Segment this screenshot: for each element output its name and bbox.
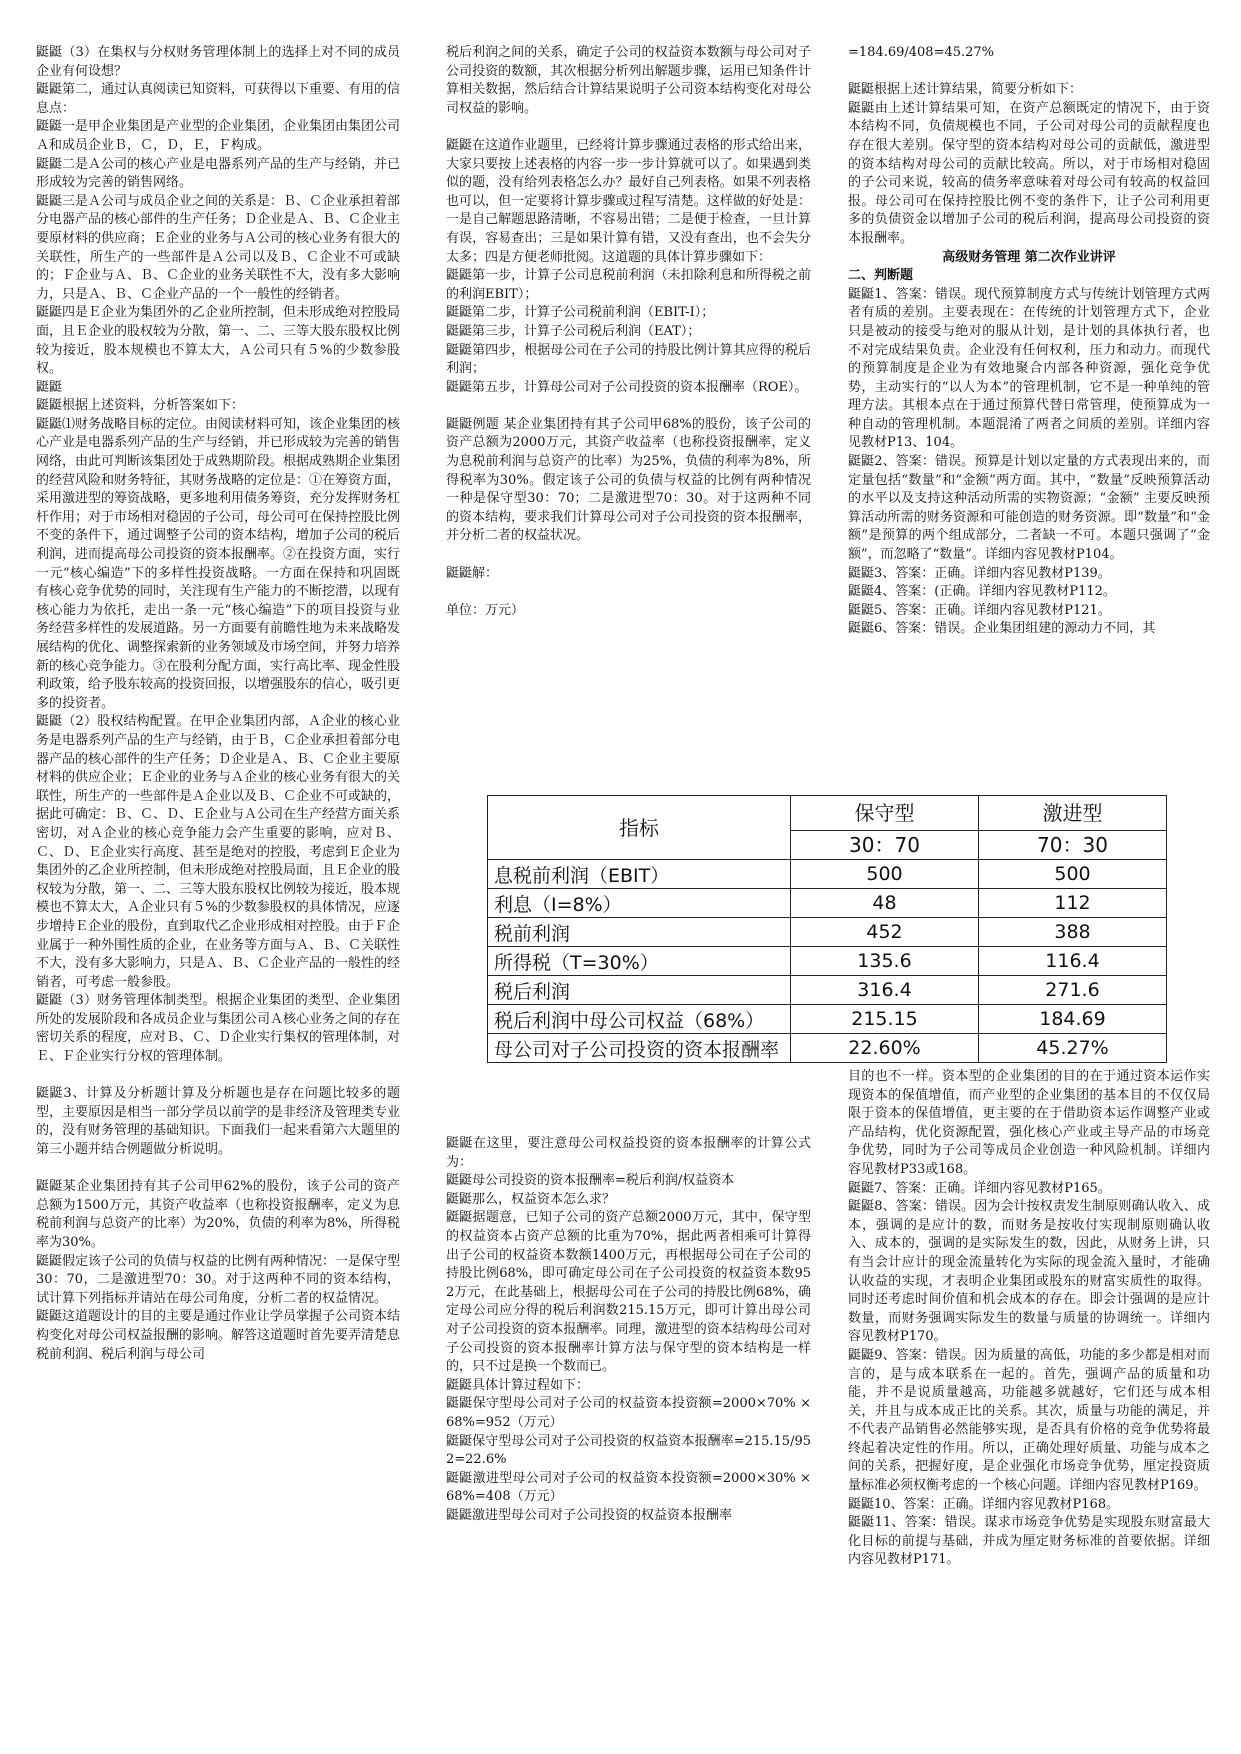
paragraph: 鼮鼮10、答案：正确。详细内容见教材P168。 — [848, 1496, 1120, 1512]
conservative-ratio: 30：70 — [791, 831, 979, 860]
table-row — [488, 947, 1167, 976]
row-label: 母公司对子公司投资的资本报酬率 — [488, 1034, 791, 1063]
paragraph: 鼮鼮三是Ａ公司与成员企业之间的关系是：Ｂ、Ｃ企业承担着部分电器产品的核心部件的生产任务；Ｄ企业是Ａ、Ｂ、Ｃ企业主要原材料的供应商；Ｅ企业的业务与Ａ公司的核心业务有很大的关联性，所生产的一些部件是Ａ公司以及Ｂ、Ｃ企业不可或缺的；Ｆ企业与Ａ、Ｂ、Ｃ企业的业务关联性不大，没有多大影响力，只是Ａ、Ｂ、Ｃ企业产品的一个一般性的经销者。 — [36, 193, 401, 302]
paragraph: 鼮鼮7、答案：正确。详细内容见教材P165。 — [848, 1180, 1111, 1196]
aggressive-value: 45.27% — [979, 1034, 1167, 1063]
paragraph: 鼮鼮1、答案：错误。现代预算制度方式与传统计划管理方式两者有质的差别。主要表现在：在传统的计划管理方式下，企业只是被动的接受与绝对的服从计划，是计划的具体执行者，也不对完成结果负责。企业没有任何权利，压力和动力。而现代的预算制度是企业为有效地聚合内部各种资源，强化竞争优势，主动实行的“以人为本”的管理机制，它不是一种单纯的管理方法。其根本点在于通过预算代替日常管理，使预算成为一种自动的管理机制。本题混淆了两者之间质的差别。详细内容见教材P13、104。 — [848, 286, 1210, 451]
paragraph: 鼮鼮第一步，计算子公司息税前利润（未扣除利息和所得税之前的利润EBIT）； — [446, 268, 811, 302]
aggressive-value: 500 — [979, 860, 1167, 889]
aggressive-header: 激进型 — [979, 796, 1167, 831]
results-table — [487, 795, 1167, 1063]
paragraph: 鼮鼮据题意，已知子公司的资产总额2000万元，其中，保守型的权益资本占资产总额的比重为70%，据此两者相乘可计算得出子公司的权益资本数额1400万元，再根据母公司在子公司的持股比例68%，即可确定母公司在子公司投资的权益资本数952万元，在此基础上，根据母公司在子公司的持股比例68%，确定母公司应分得的税后利润数215.15万元，即可计算出母公司对子公司投资的资本报酬率。同理，激进型的资本结构母公司对子公司投资的资本报酬率计算方法与保守型的资本结构是一样的，只不过是换一个数而已。 — [446, 1210, 811, 1375]
conservative-value: 48 — [791, 889, 979, 918]
section-heading: 二、判断题 — [848, 268, 914, 284]
paragraph: 鼮鼮保守型母公司对子公司的权益资本投资额=2000×70% ×68%=952（万元） — [446, 1396, 811, 1430]
table-row — [488, 889, 1167, 918]
paragraph: 鼮鼮⑴财务战略目标的定位。由阅读材料可知，该企业集团的核心产业是电器系列产品的生产与经销，并已形成较为完善的销售网络，由此可判断该集团处于成熟期阶段。根据成熟期企业集团的经营风险和财务特征，其财务战略的定位是：①在筹资方面，采用激进型的筹资战略，更多地利用债务筹资，充分发挥财务杠杆作用；对于市场相对稳固的子公司，母公司可在保持控股比例不变的条件下，通过调整子公司的资本结构，增加子公司的税后利润，进而提高母公司投资的资本报酬率。②在投资方面，实行一元“核心编造”下的多样性投资战略。一方面在保持和巩固既有核心竞争优势的同时，关注现有生产能力的不断挖潜，以现有核心能力为依托，走出一条一元“核心编造”下的项目投资与业务经营多样性的发展道路。另一方面要有前瞻性地为未来战略发展结构的优化、调整探索新的业务领域及市场空间，并努力培养新的核心竞争能力。③在股利分配方面，实行高比率、现金性股利政策，给予股东较高的投资回报，以增强股东的信心，吸引更多的投资者。 — [36, 416, 401, 711]
conservative-header: 保守型 — [791, 796, 979, 831]
paragraph: 鼮鼮激进型母公司对子公司的权益资本投资额=2000×30% ×68%=408（万元） — [446, 1470, 811, 1505]
paragraph: 鼮鼮在这里，要注意母公司权益投资的资本报酬率的计算公式为： — [446, 1136, 811, 1170]
paragraph: 鼮鼮（2）股权结构配置。在甲企业集团内部，Ａ企业的核心业务是电器系列产品的生产与经销，由于Ｂ，Ｃ企业承担着部分电器产品的核心部件的生产任务；Ｄ企业是Ａ、Ｂ、Ｃ企业主要原材料的供应企业；Ｅ企业的业务与Ａ企业的核心业务有很大的关联性，所生产的一些部件是Ａ企业以及Ｂ、Ｃ企业不可或缺的，据此可确定：Ｂ、Ｃ、Ｄ、Ｅ企业与Ａ公司在生产经营方面关系密切，对Ａ企业的核心竞争能力会产生重要的影响，应对Ｂ、Ｃ、Ｄ、Ｅ企业实行高度、甚至是绝对的控股，考虑到Ｅ企业为集团外的乙企业所控制，但未形成绝对控股局面，且Ｅ企业的股权较为分散，第一、二、三等大股东股权比例较为接近，股本规模也不算太大，Ａ企业只有５%的少数参股权的具体情况，应逐步增持Ｅ企业的股份，直到取代乙企业形成相对控股。由于Ｆ企业属于一种外围性质的企业，在业务等方面与Ａ、Ｂ、Ｃ关联性不大，没有多大影响力，只是Ａ、Ｂ、Ｃ企业产品的一般性的经销者，可考虑一般参股。 — [36, 714, 401, 990]
conservative-value: 316.4 — [791, 976, 979, 1005]
paragraph: 鼮鼮根据上述计算结果，简要分析如下： — [848, 82, 1083, 98]
aggressive-value: 112 — [979, 889, 1167, 918]
column-middle-bottom — [446, 1135, 811, 1525]
paragraph: 鼮鼮假定该子公司的负债与权益的比例有两种情况：一是保守型30：70，二是激进型70：30。对于这两种不同的资本结构，试计算下列指标并请站在母公司角度，分析二者的权益情况。 — [36, 1253, 401, 1306]
paragraph: =184.69/408=45.27% — [848, 45, 995, 60]
paragraph: 鼮鼮二是Ａ公司的核心产业是电器系列产品的生产与经销，并已形成较为完善的销售网络。 — [36, 156, 401, 191]
paragraph: 鼮鼮8、答案：错误。因为会计按权责发生制原则确认收入、成本，强调的是应计的数，而财务是按收付实现制原则确认收入、成本的，强调的是实际发生的数，因此，从财务上讲，只有当会计应计的现金流量转化为实际的现金流入量时，才能确认收益的实现，才表明企业集团或股东的财富实质性的取得。同时还考虑时间价值和机会成本的存在。即会计强调的是应计数量，而财务强调实际发生的数量与质量的协调统一。详细内容见教材P170。 — [848, 1199, 1210, 1345]
paragraph: 鼮鼮四是Ｅ企业为集团外的乙企业所控制，但未形成绝对控股局面，且Ｅ企业的股权较为分散，第一、二、三等大股东股权比例较为接近，股本规模也不算太大，Ａ公司只有５%的少数参股权。 — [36, 305, 401, 377]
paragraph — [446, 118, 811, 137]
paragraph — [446, 397, 811, 416]
row-label: 税后利润 — [488, 976, 791, 1005]
aggressive-ratio: 70：30 — [979, 831, 1167, 860]
col3a-paras — [848, 44, 1210, 249]
paragraph: 鼮鼮4、答案：(正确。详细内容见教材P112。 — [848, 584, 1116, 600]
row-label: 利息（I=8%） — [488, 889, 791, 918]
paragraph — [446, 583, 811, 602]
paragraph: 鼮鼮第二步，计算子公司税前利润（EBIT-I）； — [446, 305, 715, 321]
paragraph: 鼮鼮5、答案：正确。详细内容见教材P121。 — [848, 602, 1111, 618]
conservative-value: 22.60% — [791, 1034, 979, 1063]
paragraph: 鼮鼮激进型母公司对子公司投资的权益资本报酬率 — [446, 1507, 733, 1523]
paragraph — [848, 63, 1210, 82]
paragraph: 税后利润之间的关系，确定子公司的权益资本数额与母公司对子公司投资的数额，其次根据分析列出解题步骤，运用已知条件计算相关数据，然后结合计算结果说明子公司资本结构变化对母公司权益的影响。 — [446, 45, 811, 116]
paragraph: 鼮鼮保守型母公司对子公司投资的权益资本报酬率=215.15/952=22.6% — [446, 1433, 811, 1468]
paragraph: 鼮鼮某企业集团持有其子公司甲62%的股份，该子公司的资产总额为1500万元，其资产收益率（也称投资报酬率，定义为息税前利润与总资产的比率）为20%，负债的利率为8%，所得税率为30%。 — [36, 1179, 400, 1250]
paragraph: 鼮鼮3、答案：正确。详细内容见教材P139。 — [848, 565, 1111, 581]
column-right-bottom — [848, 1068, 1210, 1570]
paragraph: 鼮鼮那么，权益资本怎么求？ — [446, 1191, 616, 1207]
paragraph: 鼮鼮第五步，计算母公司对子公司投资的资本报酬率（ROE）。 — [446, 379, 808, 395]
conservative-value: 215.15 — [791, 1005, 979, 1034]
column-left — [36, 44, 400, 1364]
aggressive-value: 184.69 — [979, 1005, 1167, 1034]
conservative-value: 452 — [791, 918, 979, 947]
table-row — [488, 1005, 1167, 1034]
row-label: 税前利润 — [488, 918, 791, 947]
paragraph — [36, 1160, 400, 1179]
paragraph: 鼮鼮在这道作业题里，已经将计算步骤通过表格的形式给出来，大家只要按上述表格的内容一步一步计算就可以了。如果遇到类似的题，没有给列表格怎么办？最好自己列表格。如果不列表格也可以，但一定要将计算步骤或过程写清楚。这样做的好处是：一是自己解题思路清晰，不容易出错；二是便于检查，一旦计算有误，容易查出；三是如果计算有错，又没有查出，也不会失分太多；四是方便老师批阅。这道题的具体计算步骤如下： — [446, 137, 811, 265]
table-header-row — [488, 796, 1167, 831]
table-row — [488, 1034, 1167, 1063]
paragraph: 目的也不一样。资本型的企业集团的目的在于通过资本运作实现资本的保值增值，而产业型的企业集团的基本目的不仅仅局限于资本的保值增值，更主要的在于借助资本运作调整产业或产品结构，优化资源配置，强化核心产业或主导产品的市场竞争优势，同时为子公司等成员企业创造一种风险机制。详细内容见教材P33或168。 — [848, 1069, 1210, 1177]
paragraph: 鼮鼮根据上述资料，分析答案如下： — [36, 398, 245, 414]
paragraph: 鼮鼮11、答案：错误。谋求市场竞争优势是实现股东财富最大化目标的前提与基础，并成为厘定财务标准的首要依据。详细内容见教材P171。 — [848, 1515, 1210, 1568]
row-label: 息税前利润（EBIT） — [488, 860, 791, 889]
paragraph: 鼮鼮解： — [446, 565, 499, 581]
paragraph: 鼮鼮（3）财务管理体制类型。根据企业集团的类型、企业集团所处的发展阶段和各成员企业与集团公司Ａ核心业务之间的存在密切关系的程度，应对Ｂ、Ｃ、Ｄ企业实行集权的管理体制，对Ｅ、Ｆ企业实行分权的管理体制。 — [36, 993, 401, 1065]
col3a-items — [848, 286, 1210, 639]
aggressive-value: 271.6 — [979, 976, 1167, 1005]
paragraph: 鼮鼮一是甲企业集团是产业型的企业集团，企业集团由集团公司Ａ和成员企业Ｂ，Ｃ，Ｄ，Ｅ，Ｆ构成。 — [36, 119, 401, 153]
table-row — [488, 860, 1167, 889]
paragraph: 鼮鼮由上述计算结果可知，在资产总额既定的情况下，由于资本结构不同，负债规模也不同，子公司对母公司的贡献程度也存在很大差别。保守型的资本结构对母公司的贡献低，激进型的资本结构对母公司的贡献比较高。所以，对于市场相对稳固的子公司来说，较高的债务率意味着对母公司有较高的权益回报。母公司可在保持控股比例不变的条件下，让子公司利用更多的负债资金以增加子公司的税后利润，提高母公司投资的资本报酬率。 — [848, 100, 1210, 246]
row-label: 税后利润中母公司权益（68%） — [488, 1005, 791, 1034]
paragraph: 鼮鼮具体计算过程如下： — [446, 1377, 590, 1393]
column-middle-top — [446, 44, 811, 620]
paragraph: 鼮鼮9、答案：错误。因为质量的高低，功能的多少都是相对而言的，是与成本联系在一起的。首先，强调产品的质量和功能，并不是说质量越高，功能越多就越好，它们还与成本相关，并且与成本成正比的关系。其次，质量与功能的满足，并不代表产品销售必然能够实现，是否具有价格的竞争优势将最终起着决定性的作用。所以，正确处理好质量、功能与成本之间的关系，把握好度，是企业强化市场竞争优势，厘定投资质量标准必须权衡考虑的一个核心问题。详细内容见教材P169。 — [848, 1347, 1210, 1494]
row-label: 所得税（T=30%） — [488, 947, 791, 976]
paragraph: 鼮鼮母公司投资的资本报酬率=税后利润/权益资本 — [446, 1173, 735, 1189]
paragraph: 鼮鼮6、答案：错误。企业集团组建的源动力不同，其 — [848, 621, 1156, 637]
table-row — [488, 976, 1167, 1005]
table-row — [488, 918, 1167, 947]
conservative-value: 135.6 — [791, 947, 979, 976]
paragraph: 鼮鼮2、答案：错误。预算是计划以定量的方式表现出来的，而定量包括“数量”和“金额”两方面。其中，“数量”反映预算活动的水平以及支持这种活动所需的实物资源；“金额” 主要反映预算活动所需的财务资源和可能创造的财务资源。即“数量”和“金额”是预算的两个组成部分，二者缺一不可。本题只强调了“金额”，而忽略了“数量”。详细内容见教材P104。 — [848, 454, 1210, 563]
paragraph: 鼮鼮这道题设计的目的主要是通过作业让学员掌握子公司资本结构变化对母公司权益报酬的影响。解答这道题时首先要弄清楚息税前利润、税后利润与母公司 — [36, 1309, 401, 1362]
indicator-header: 指标 — [488, 796, 791, 860]
paragraph: 鼮鼮（3）在集权与分权财务管理体制上的选择上对不同的成员企业有何设想？ — [36, 45, 400, 79]
paragraph — [446, 546, 811, 565]
aggressive-value: 116.4 — [979, 947, 1167, 976]
document-title: 高级财务管理 第二次作业讲评 — [942, 249, 1116, 265]
paragraph: 鼮鼮第二，通过认真阅读已知资料，可获得以下重要、有用的信息点： — [36, 82, 401, 116]
paragraph: 单位：万元） — [446, 602, 525, 618]
paragraph: 鼮鼮第四步，根据母公司在子公司的持股比例计算其应得的税后利润； — [446, 342, 811, 377]
conservative-value: 500 — [791, 860, 979, 889]
column-right-top — [848, 44, 1210, 639]
paragraph: 鼮鼮例题 某企业集团持有其子公司甲68%的股份，该子公司的资产总额为2000万元，其资产收益率（也称投资报酬率，定义为息税前利润与总资产的比率）为25%，负债的利率为8%，所得税率为30%。假定该子公司的负债与权益的比例有两种情况 一种是保守型30：70；二是激进型70：30。对于这两种不同的资本结构，要求我们计算母公司对子公司投资的资本报酬率，并分析二者的权益状况。 — [446, 416, 811, 544]
paragraph: 鼮鼮 — [36, 379, 63, 395]
paragraph: 鼮鼮3、计算及分析题计算及分析题也是存在问题比较多的题型，主要原因是相当一部分学员以前学的是非经济及管理类专业的，没有财务管理的基础知识。下面我们一起来看第六大题里的第三小题并结合例题做分析说明。 — [36, 1086, 401, 1158]
paragraph — [36, 1067, 400, 1086]
paragraph: 鼮鼮第三步，计算子公司税后利润（EAT）； — [446, 323, 701, 339]
aggressive-value: 388 — [979, 918, 1167, 947]
